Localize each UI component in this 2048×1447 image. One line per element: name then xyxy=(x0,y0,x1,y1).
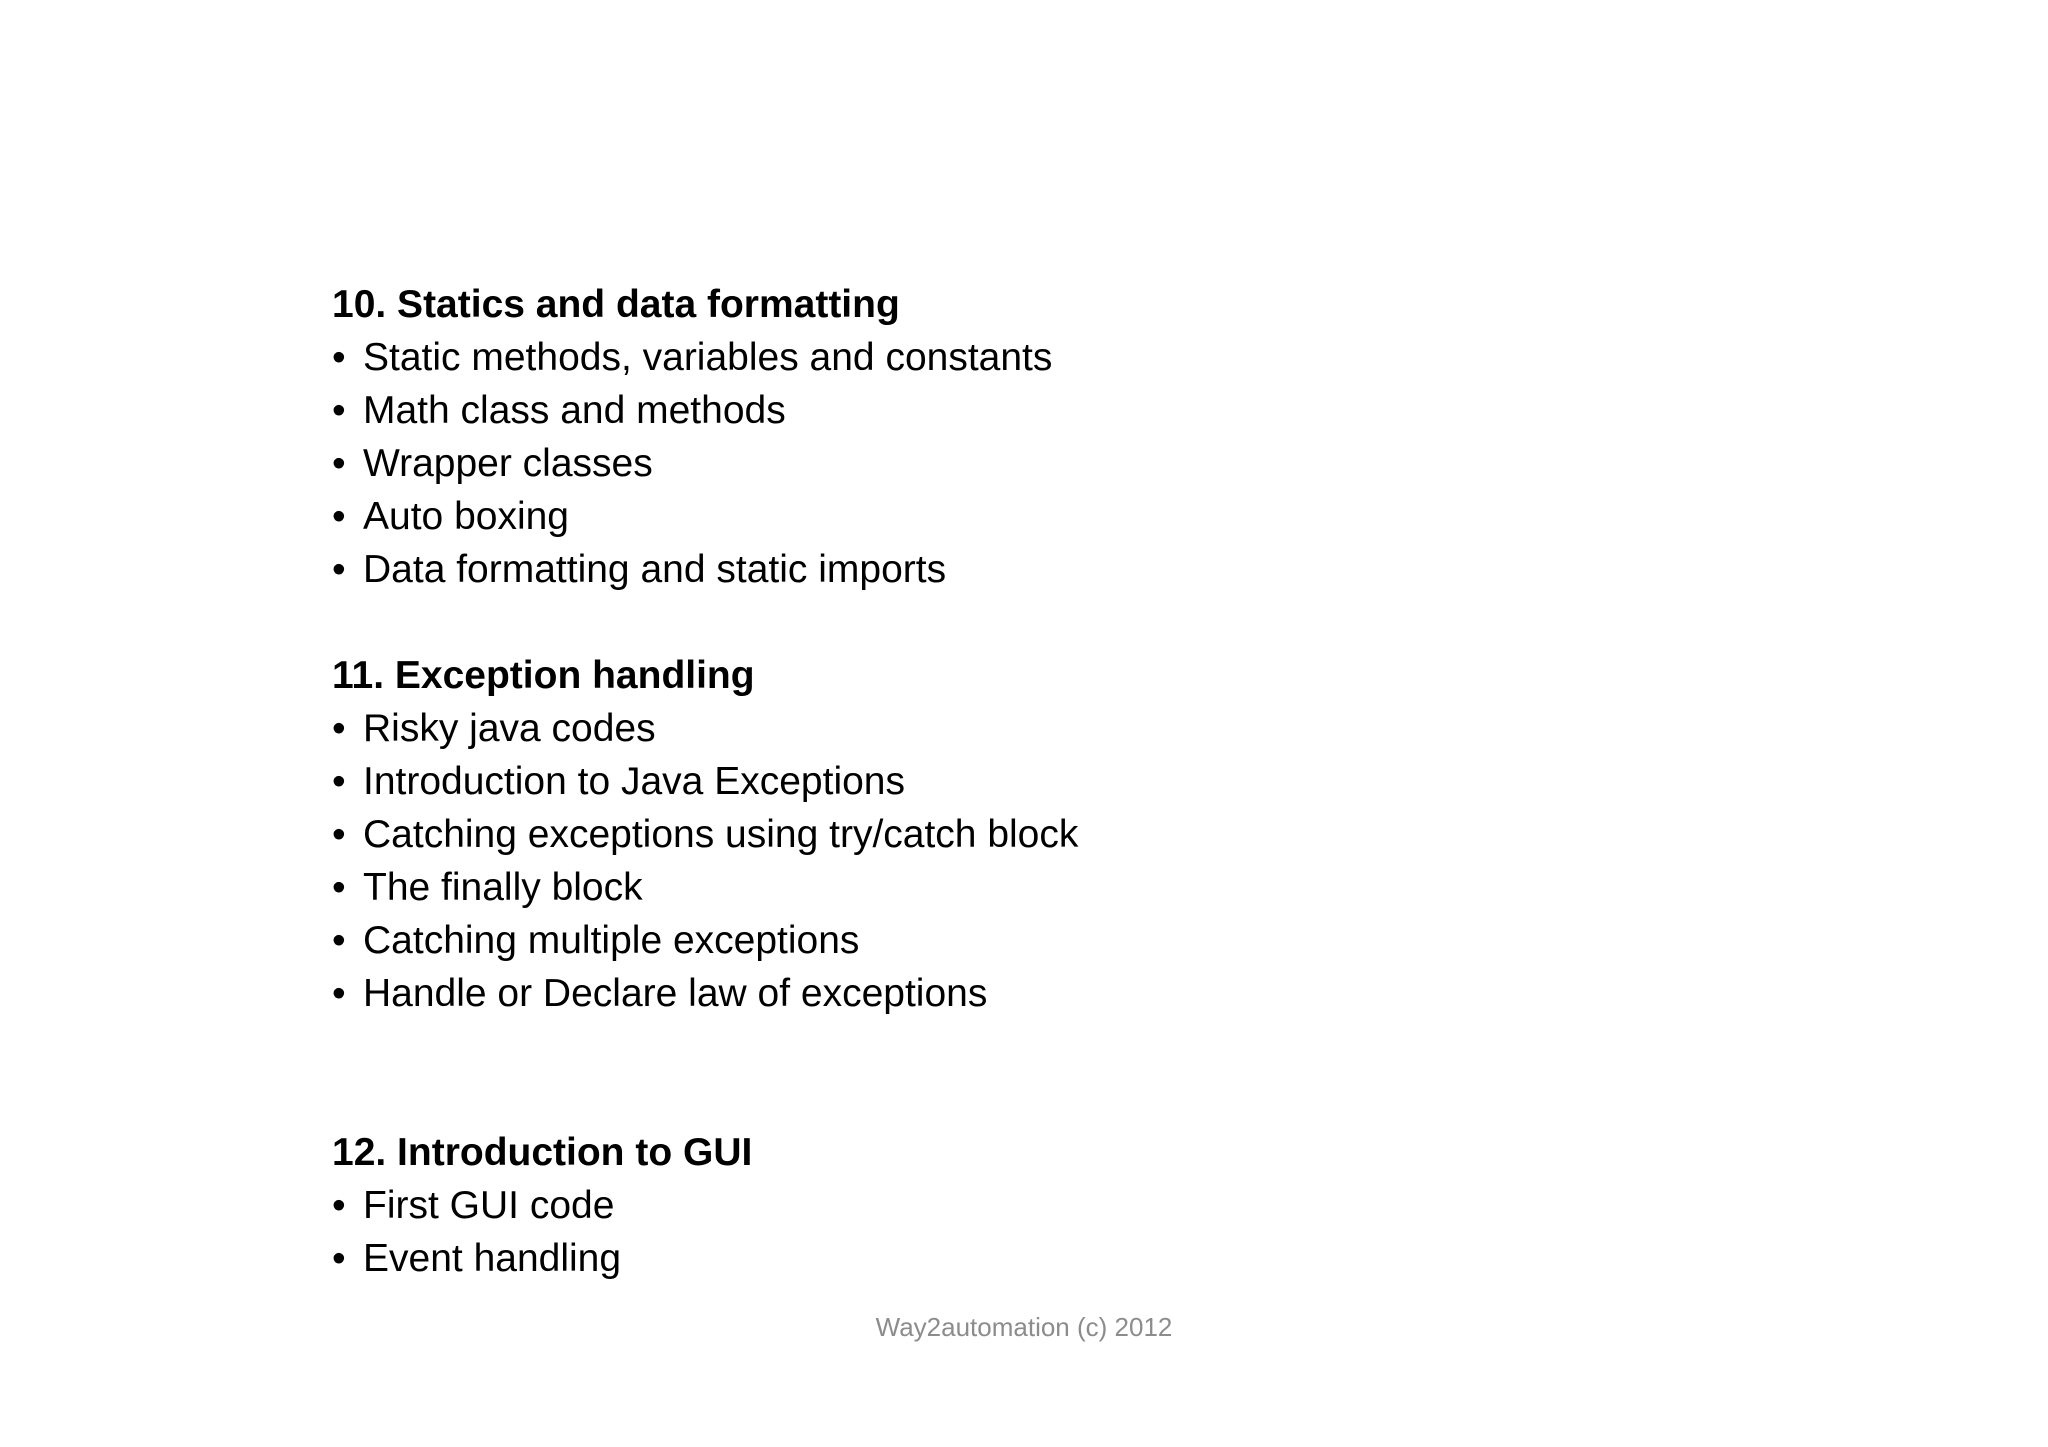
list-item: • Static methods, variables and constants xyxy=(332,331,1732,384)
section-heading-statics: 10. Statics and data formatting xyxy=(332,283,900,326)
bullet-icon: • xyxy=(332,707,346,750)
bullet-icon: • xyxy=(332,760,346,803)
bullet-icon: • xyxy=(332,972,346,1015)
bullet-icon: • xyxy=(332,1237,346,1280)
list-item: • Risky java codes xyxy=(332,702,1732,755)
list-item: • Catching multiple exceptions xyxy=(332,914,1732,967)
bullet-icon: • xyxy=(332,1184,346,1227)
list-item: • Math class and methods xyxy=(332,384,1732,437)
list-item: • Catching exceptions using try/catch block xyxy=(332,808,1732,861)
list-item: • Introduction to Java Exceptions xyxy=(332,755,1732,808)
bullet-icon: • xyxy=(332,813,346,856)
page-footer: Way2automation (c) 2012 xyxy=(875,1312,1173,1342)
bullet-icon: • xyxy=(332,336,346,379)
section-heading-gui: 12. Introduction to GUI xyxy=(332,1131,753,1174)
section-spacer xyxy=(332,596,1732,649)
list-item: • Data formatting and static imports xyxy=(332,543,1732,596)
section-heading-exceptions: 11. Exception handling xyxy=(332,654,755,697)
bullet-icon: • xyxy=(332,495,346,538)
section-spacer xyxy=(332,1020,1732,1126)
bullet-icon: • xyxy=(332,919,346,962)
bullet-icon: • xyxy=(332,442,346,485)
list-item: • Handle or Declare law of exceptions xyxy=(332,967,1732,1020)
course-outline xyxy=(332,278,1732,1285)
list-item: • Auto boxing xyxy=(332,490,1732,543)
list-item: • Event handling xyxy=(332,1232,1732,1285)
bullet-icon: • xyxy=(332,389,346,432)
bullet-icon: • xyxy=(332,866,346,909)
list-item: • Wrapper classes xyxy=(332,437,1732,490)
list-item: • First GUI code xyxy=(332,1179,1732,1232)
list-item: • The finally block xyxy=(332,861,1732,914)
bullet-icon: • xyxy=(332,548,346,591)
